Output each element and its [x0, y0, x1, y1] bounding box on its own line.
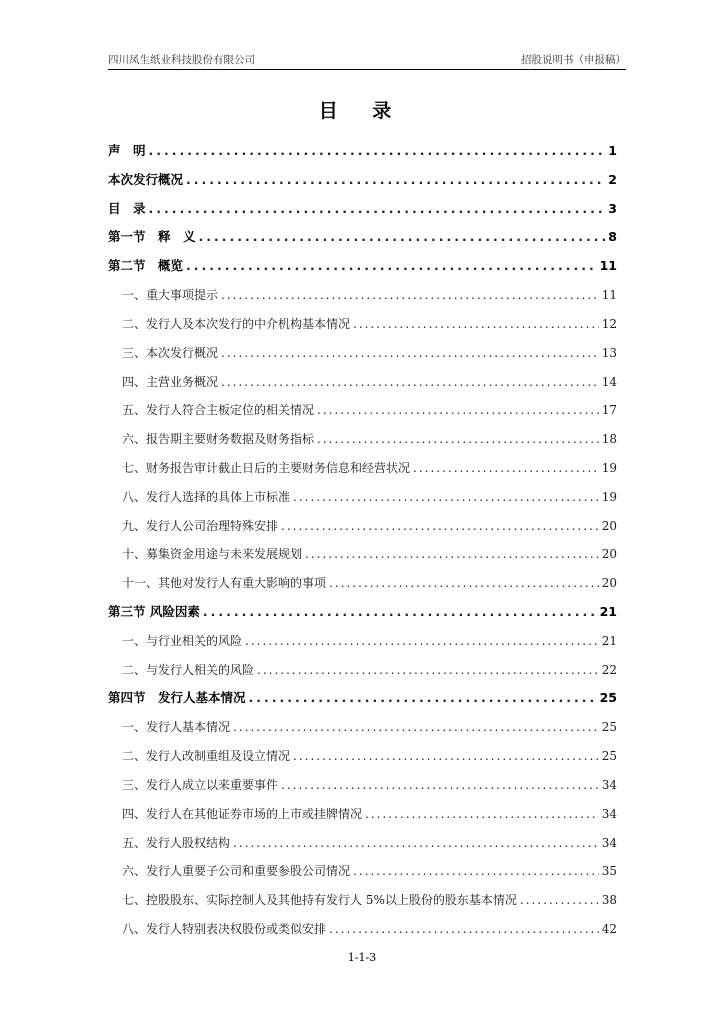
toc-chapter-entry[interactable] — [108, 598, 617, 627]
page-header — [108, 52, 626, 70]
toc-entry-label: 二、与发行人相关的风险 — [122, 662, 255, 677]
toc-entry-label: 五、发行人股权结构 — [122, 835, 231, 850]
toc-entry-page-number: 19 — [601, 489, 617, 504]
toc-dot-leader — [329, 915, 599, 944]
toc-entry-page-number: 25 — [599, 690, 617, 706]
toc-entry-page-number: 42 — [601, 921, 617, 936]
toc-entry-label: 第四节 发行人基本情况 — [108, 690, 246, 706]
toc-section-entry[interactable] — [108, 483, 617, 512]
toc-entry-page-number: 25 — [601, 720, 617, 735]
toc-entry-page-number: 18 — [601, 432, 617, 447]
toc-entry-label: 第三节 风险因素 — [108, 604, 200, 619]
toc-section-entry[interactable] — [108, 656, 617, 685]
toc-dot-leader — [293, 742, 599, 771]
toc-chapter-entry[interactable] — [108, 137, 617, 166]
toc-dot-leader — [317, 425, 599, 454]
toc-entry-label: 一、与行业相关的风险 — [122, 633, 243, 648]
toc-entry-label: 五、发行人符合主板定位的相关情况 — [122, 403, 315, 418]
toc-entry-page-number: 22 — [601, 662, 617, 677]
toc-dot-leader — [149, 195, 606, 224]
toc-entry-label: 第二节 概览 — [108, 258, 184, 274]
toc-dot-leader — [249, 684, 597, 713]
toc-chapter-entry[interactable] — [108, 684, 617, 713]
page-title: 目 录 — [318, 100, 406, 122]
toc-entry-page-number: 35 — [601, 864, 617, 879]
toc-section-entry[interactable] — [108, 915, 617, 944]
toc-dot-leader — [281, 771, 599, 800]
toc-dot-leader — [221, 339, 599, 368]
toc-entry-page-number: 34 — [601, 835, 617, 850]
toc-entry-label: 目 录 — [108, 200, 146, 216]
toc-section-entry[interactable] — [108, 512, 617, 541]
page-number: 1-1-3 — [347, 951, 377, 964]
toc-entry-page-number: 20 — [601, 547, 617, 562]
toc-entry-label: 六、发行人重要子公司和重要参股公司情况 — [122, 864, 351, 879]
toc-chapter-entry[interactable] — [108, 252, 617, 281]
toc-entry-page-number: 34 — [601, 806, 617, 821]
toc-section-entry[interactable] — [108, 829, 617, 858]
toc-section-entry[interactable] — [108, 771, 617, 800]
toc-section-entry[interactable] — [108, 569, 617, 598]
toc-dot-leader — [233, 713, 599, 742]
toc-section-entry[interactable] — [108, 339, 617, 368]
toc-chapter-entry[interactable] — [108, 166, 617, 195]
toc-entry-page-number: 17 — [601, 403, 617, 418]
toc-entry-page-number: 1 — [608, 143, 617, 158]
toc-section-entry[interactable] — [108, 886, 617, 915]
toc-entry-label: 一、重大事项提示 — [122, 288, 219, 303]
toc-section-entry[interactable] — [108, 281, 617, 310]
toc-entry-page-number: 21 — [599, 604, 617, 619]
toc-dot-leader — [365, 800, 599, 829]
toc-entry-label: 三、发行人成立以来重要事件 — [122, 777, 279, 792]
toc-entry-label: 七、财务报告审计截止日后的主要财务信息和经营状况 — [122, 460, 411, 475]
toc-dot-leader — [293, 483, 599, 512]
toc-dot-leader — [221, 368, 599, 397]
toc-dot-leader — [520, 886, 599, 915]
toc-entry-label: 三、本次发行概况 — [122, 345, 219, 360]
toc-section-entry[interactable] — [108, 454, 617, 483]
toc-dot-leader — [413, 454, 599, 483]
toc-section-entry[interactable] — [108, 425, 617, 454]
toc-entry-page-number: 11 — [601, 288, 617, 303]
toc-dot-leader — [317, 396, 599, 425]
toc-dot-leader — [245, 627, 599, 656]
toc-entry-page-number: 3 — [608, 200, 617, 216]
toc-dot-leader — [186, 252, 597, 281]
toc-dot-leader — [149, 137, 606, 166]
toc-entry-label: 二、发行人及本次发行的中介机构基本情况 — [122, 316, 351, 331]
toc-dot-leader — [199, 223, 606, 252]
toc-dot-leader — [353, 857, 599, 886]
toc-entry-page-number: 21 — [601, 633, 617, 648]
toc-entry-label: 六、报告期主要财务数据及财务指标 — [122, 432, 315, 447]
toc-section-entry[interactable] — [108, 742, 617, 771]
toc-chapter-entry[interactable] — [108, 195, 617, 224]
toc-entry-page-number: 25 — [601, 749, 617, 764]
toc-section-entry[interactable] — [108, 396, 617, 425]
toc-section-entry[interactable] — [108, 800, 617, 829]
toc-dot-leader — [329, 569, 599, 598]
toc-dot-leader — [305, 540, 599, 569]
toc-dot-leader — [221, 281, 599, 310]
toc-entry-page-number: 19 — [601, 460, 617, 475]
table-of-contents — [108, 137, 617, 944]
toc-section-entry[interactable] — [108, 713, 617, 742]
toc-entry-label: 十、募集资金用途与未来发展规划 — [122, 547, 303, 562]
toc-entry-page-number: 38 — [601, 893, 617, 908]
toc-entry-label: 八、发行人选择的具体上市标准 — [122, 489, 291, 504]
toc-section-entry[interactable] — [108, 627, 617, 656]
toc-entry-label: 声 明 — [108, 143, 146, 158]
toc-section-entry[interactable] — [108, 540, 617, 569]
toc-entry-page-number: 20 — [601, 518, 617, 533]
toc-chapter-entry[interactable] — [108, 223, 617, 252]
toc-entry-label: 本次发行概况 — [108, 171, 184, 187]
toc-entry-page-number: 20 — [601, 576, 617, 591]
toc-entry-label: 七、控股股东、实际控制人及其他持有发行人 5%以上股份的股东基本情况 — [122, 893, 517, 908]
toc-entry-label: 四、发行人在其他证券市场的上市或挂牌情况 — [122, 806, 363, 821]
toc-dot-leader — [353, 310, 599, 339]
toc-entry-label: 四、主营业务概况 — [122, 374, 219, 389]
toc-entry-page-number: 2 — [608, 171, 617, 187]
toc-entry-page-number: 11 — [599, 258, 617, 274]
toc-dot-leader — [203, 598, 597, 627]
toc-entry-label: 第一节 释 义 — [108, 229, 196, 245]
toc-entry-label: 九、发行人公司治理特殊安排 — [122, 518, 279, 533]
toc-entry-page-number: 8 — [608, 229, 617, 245]
toc-entry-page-number: 13 — [601, 345, 617, 360]
header-document-type: 招股说明书（申报稿） — [521, 54, 626, 66]
toc-entry-page-number: 34 — [601, 777, 617, 792]
toc-dot-leader — [186, 166, 605, 195]
toc-section-entry[interactable] — [108, 368, 617, 397]
toc-entry-page-number: 14 — [601, 374, 617, 389]
toc-entry-page-number: 12 — [601, 316, 617, 331]
toc-dot-leader — [281, 512, 599, 541]
toc-section-entry[interactable] — [108, 310, 617, 339]
header-company-name: 四川凤生纸业科技股份有限公司 — [108, 54, 255, 66]
toc-entry-label: 二、发行人改制重组及设立情况 — [122, 749, 291, 764]
toc-dot-leader — [257, 656, 599, 685]
toc-entry-label: 一、发行人基本情况 — [122, 720, 231, 735]
toc-section-entry[interactable] — [108, 857, 617, 886]
toc-entry-label: 十一、其他对发行人有重大影响的事项 — [122, 576, 327, 591]
toc-entry-label: 八、发行人特别表决权股份或类似安排 — [122, 921, 327, 936]
toc-dot-leader — [233, 829, 599, 858]
